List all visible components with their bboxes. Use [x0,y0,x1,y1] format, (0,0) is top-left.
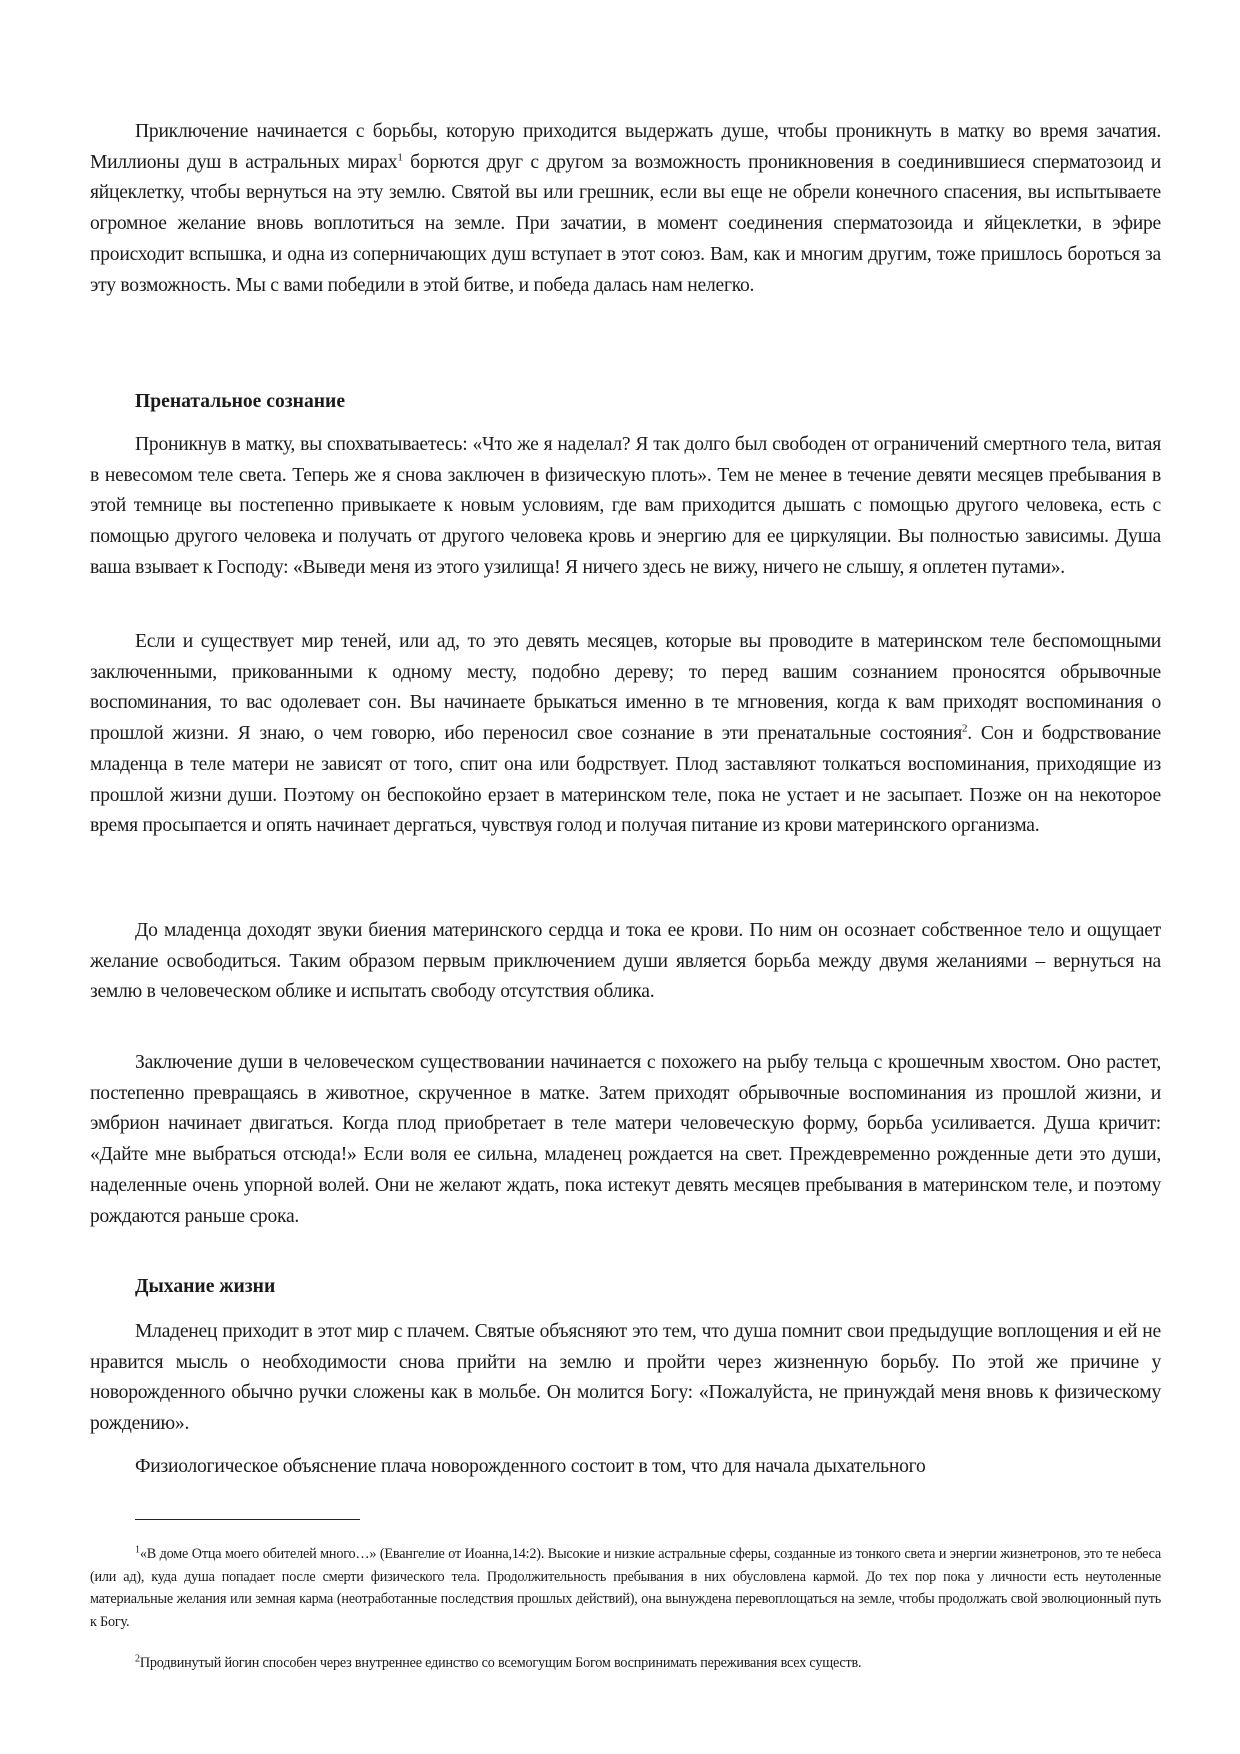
footnote-ref-2[interactable]: 2 [961,722,968,735]
paragraph-text: Если и существует мир теней, или ад, то это девять месяцев, которые вы проводите в материнском теле беспомощными заключенными, прикованными к одному месту, подобно дереву; то перед вашим сознанием проносятся обрывочные воспоминания, то вас одолевает сон. Вы начинаете брыкаться именно в те мгновения, когда к вам приходят воспоминания о прошлой жизни. Я знаю, о чем говорю, ибо переносил свое сознание в эти пренатальные состояния [90,631,1161,745]
section-heading-prenatal: Пренатальное сознание [135,391,346,412]
section-heading-breath: Дыхание жизни [135,1276,276,1297]
footnote-text: Продвинутый йогин способен через внутреннее единство со всемогущим Богом воспринимать переживания всех существ. [139,1655,862,1671]
footnote-2 [90,1652,1161,1675]
paragraph-1 [90,117,1161,301]
paragraph-3 [90,627,1161,842]
paragraph-4: До младенца доходят звуки биения материнского сердца и тока ее крови. По ним он осознает собственное тело и ощущает желание освободиться. Таким образом первым приключением души является борьба между двумя желаниями – вернуться на землю в человеческом облике и испытать свободу отсутствия облика. [90,920,1161,1003]
footnote-1 [90,1543,1161,1633]
footnote-number: 1 [135,1544,140,1556]
footnote-separator [135,1519,360,1520]
paragraph-text: . Сон и бодрствование младенца в теле матери не зависят от того, спит она или бодрствует. Плод заставляют толкаться воспоминания, приходящие из прошлой жизни души. Поэтому он беспокойно ерзает в материнском теле, пока не устает и не засыпает. Позже он на некоторое время просыпается и опять начинает дергаться, чувствуя голод и получая питание из крови материнского организма. [90,723,1161,837]
paragraph-text: борются друг с другом за возможность проникновения в соединившиеся сперматозоид и яйцеклетку, чтобы вернуться на эту землю. Святой вы или грешник, если вы еще не обрели конечного спасения, вы испытываете огромное желание вновь воплотиться на земле. При зачатии, в момент соединения сперматозоида и яйцеклетки, в эфире происходит вспышка, и одна из соперничающих душ вступает в этот союз. Вам, как и многим другим, тоже пришлось бороться за эту возможность. Мы с вами победили в этой битве, и победа далась нам нелегко. [90,151,1162,296]
paragraph-2: Проникнув в матку, вы спохватываетесь: «Что же я наделал? Я так долго был свободен от ограничений смертного тела, витая в невесомом теле света. Теперь же я снова заключен в физическую плоть». Тем не менее в течение девяти месяцев пребывания в этой темнице вы постепенно привыкаете к новым условиям, где вам приходится дышать с помощью другого человека, есть с помощью другого человека и получать от другого человека кровь и энергию для ее циркуляции. Вы полностью зависимы. Душа ваша взывает к Господу: «Выведи меня из этого узилища! Я ничего здесь не вижу, ничего не слышу, я оплетен путами». [90,434,1161,578]
paragraph-6: Младенец приходит в этот мир с плачем. Святые объясняют это тем, что душа помнит свои предыдущие воплощения и ей не нравится мысль о необходимости снова прийти на землю и пройти через жизненную борьбу. По этой же причине у новорожденного обычно ручки сложены как в мольбе. Он молится Богу: «Пожалуйста, не принуждай меня вновь к физическому рождению». [90,1321,1161,1435]
footnote-ref-1[interactable]: 1 [397,151,403,164]
paragraph-7: Физиологическое объяснение плача новорожденного состоит в том, что для начала дыхательного [135,1456,926,1477]
footnote-number: 2 [135,1653,140,1665]
footnote-text: «В доме Отца моего обителей много…» (Евангелие от Иоанна,14:2). Высокие и низкие астральные сферы, созданные из тонкого света и энергии жизнетронов, это те небеса (или ад), куда душа попадает после смерти физического тела. Продолжительность пребывания в них обусловлена кармой. До тех пор пока у личности есть неутоленные материальные желания или земная карма (неотработанные последствия прошлых действий), она вынуждена перевоплощаться на земле, чтобы продолжать свой эволюционный путь к Богу. [90,1546,1161,1630]
paragraph-text: Приключение начинается с борьбы, которую приходится выдержать душе, чтобы проникнуть в матку во время зачатия. Миллионы душ в астральных мирах [90,121,1161,173]
paragraph-5: Заключение души в человеческом существовании начинается с похожего на рыбу тельца с крошечным хвостом. Оно растет, постепенно превращаясь в животное, скрученное в матке. Затем приходят обрывочные воспоминания из прошлой жизни, и эмбрион начинает двигаться. Когда плод приобретает в теле матери человеческую форму, борьба усиливается. Душа кричит: «Дайте мне выбраться отсюда!» Если воля ее сильна, младенец рождается на свет. Преждевременно рожденные дети это души, наделенные очень упорной волей. Они не желают ждать, пока истекут девять месяцев пребывания в материнском теле, и поэтому рождаются раньше срока. [90,1052,1161,1227]
